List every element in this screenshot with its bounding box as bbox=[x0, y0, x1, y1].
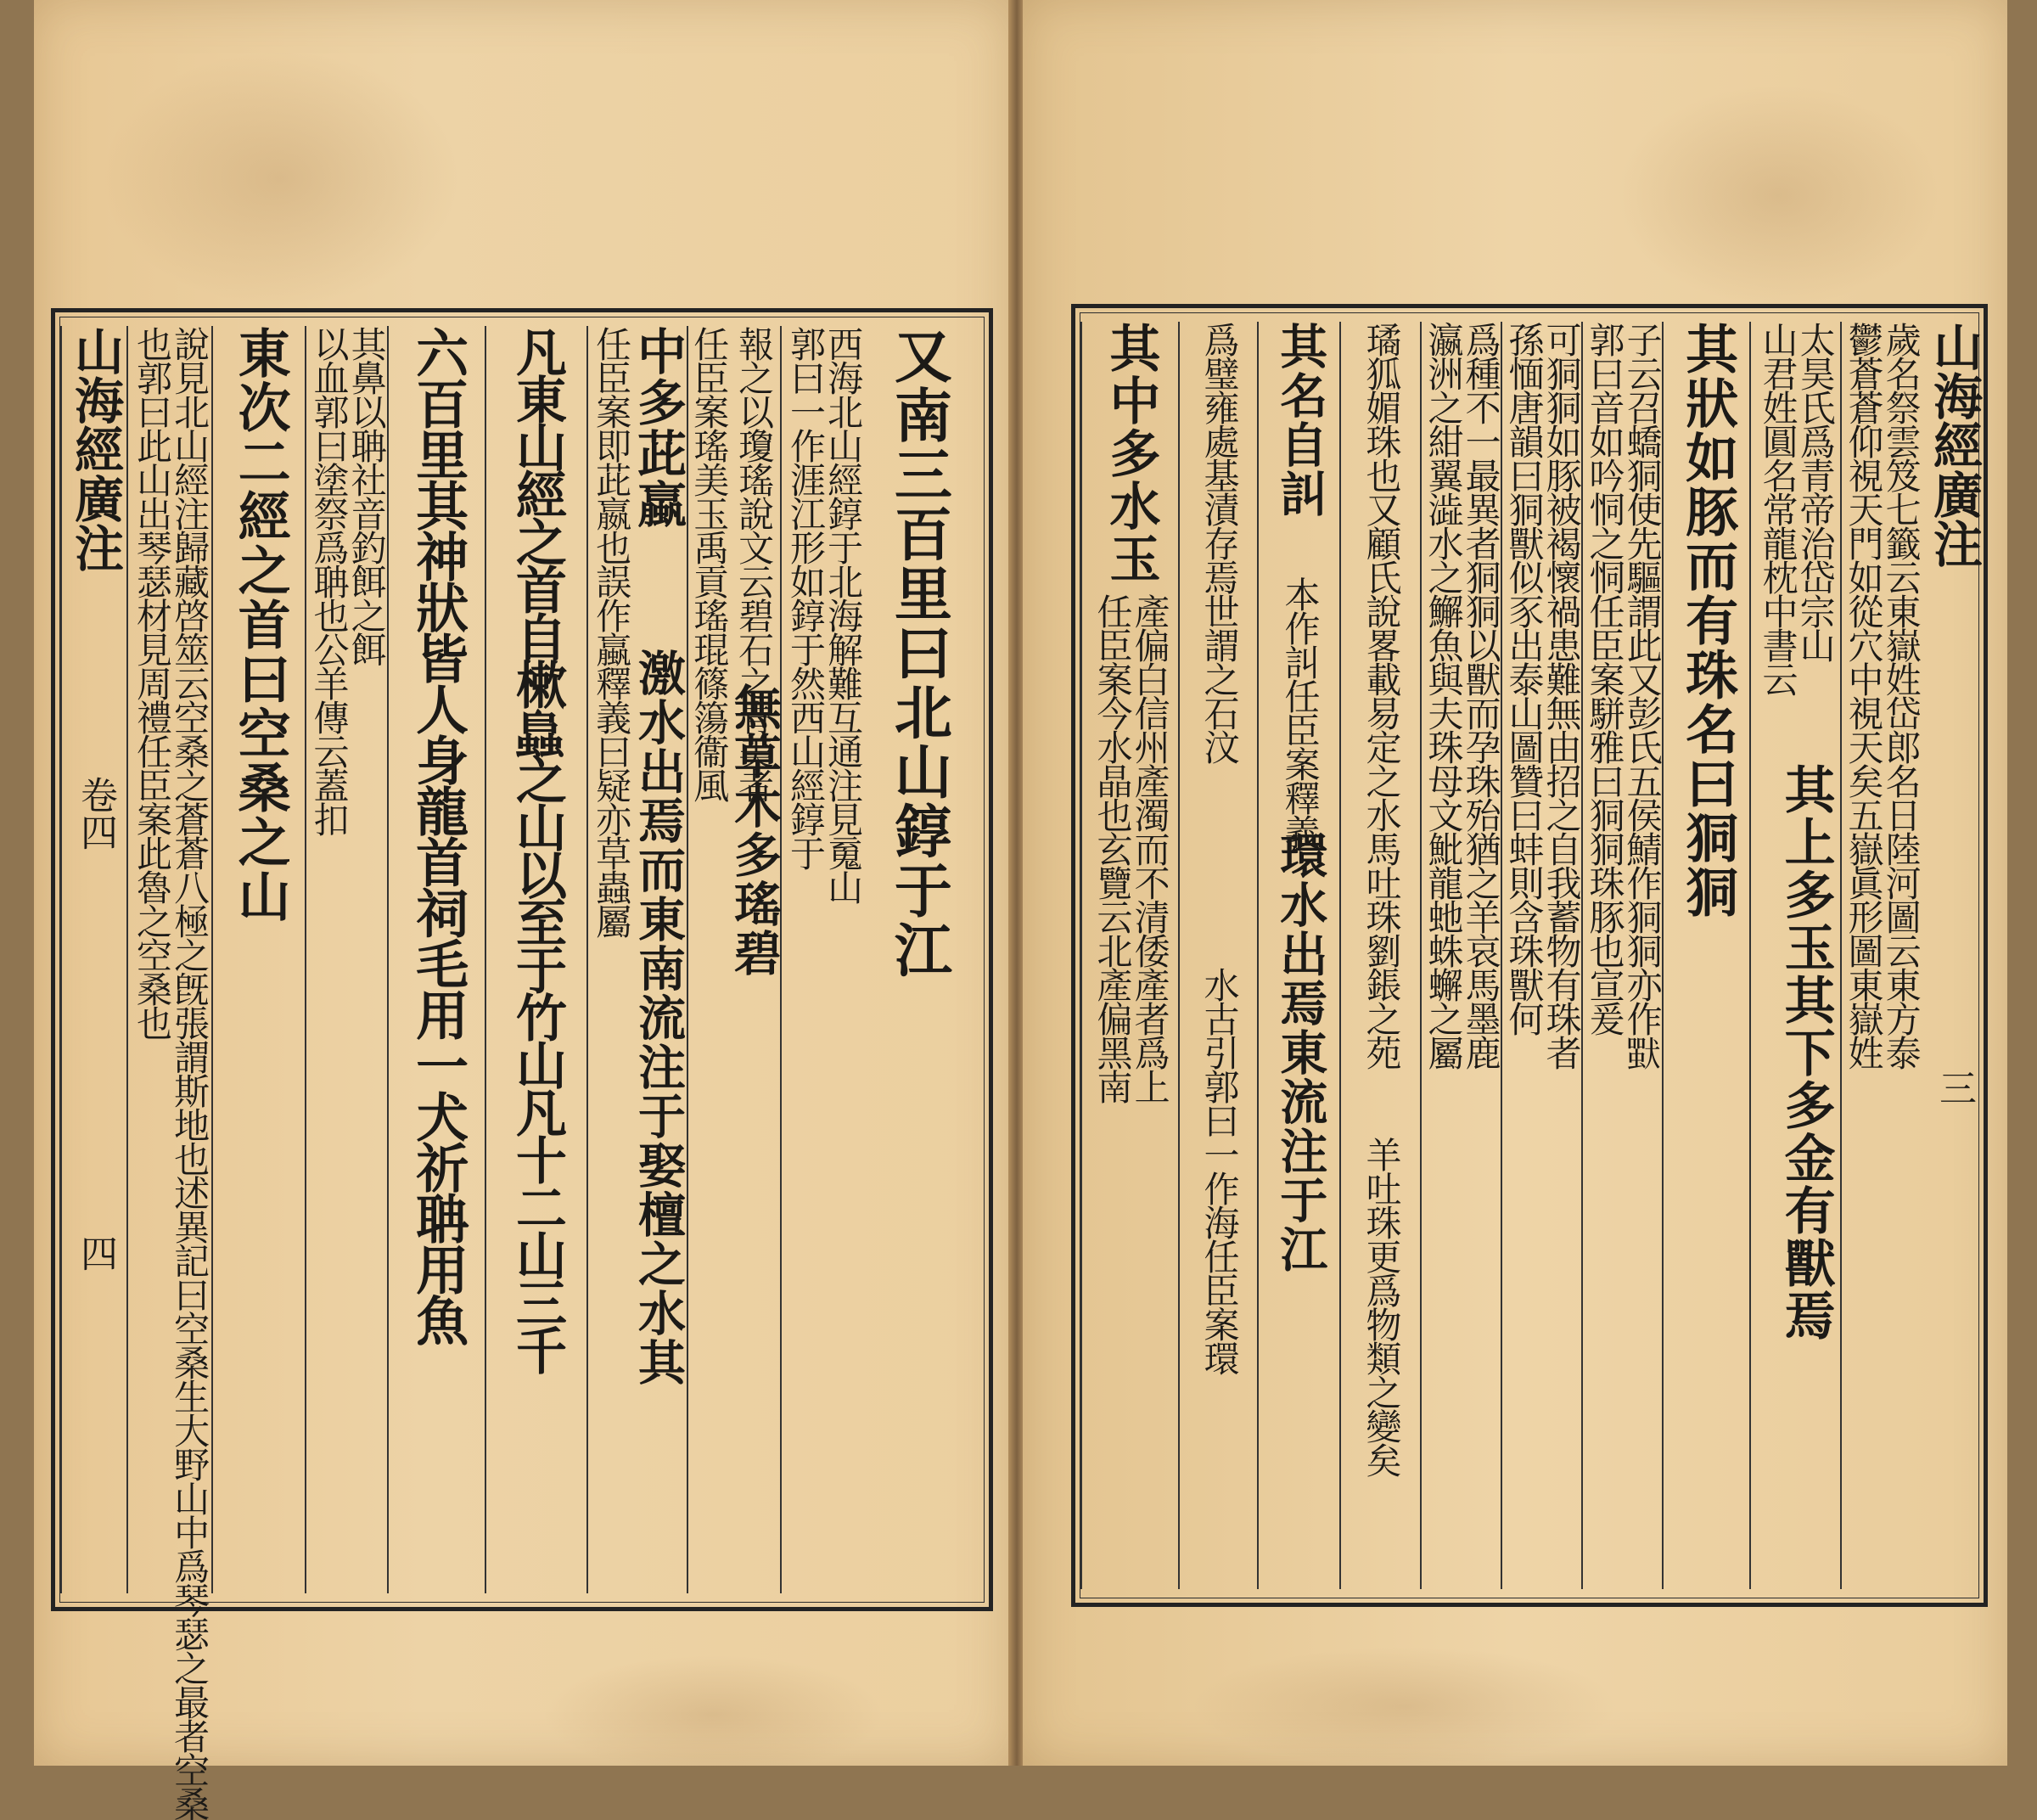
column-text: 無草木多瑤碧 bbox=[726, 682, 783, 978]
note-line-c: 任臣案瑤美玉禹貢瑤琨篠簜衞風 bbox=[688, 326, 731, 801]
note-line-b: 爲種不一最異者狪狪以獸而孕珠殆猶之羊哀馬墨鹿 bbox=[1460, 322, 1502, 1069]
column-stack bbox=[1757, 322, 1837, 763]
right-page bbox=[1023, 0, 2007, 1766]
column-text: 六百里其神狀皆人身龍首祠毛用一犬祈聃用魚 bbox=[407, 326, 469, 1345]
column-stack bbox=[1361, 1137, 1403, 1476]
volume-label: 卷四 bbox=[74, 776, 117, 851]
column-4 bbox=[586, 326, 688, 1593]
note-line-b: 產偏白信州產濁而不清倭產者爲上 bbox=[1129, 593, 1171, 1103]
right-text-frame bbox=[1071, 304, 1988, 1607]
column-5 bbox=[485, 326, 588, 1593]
note-line-b: 歲名祭雲笈七籤云東嶽姓岱郎名日陸河圖云東方泰 bbox=[1880, 322, 1922, 1069]
column-1 bbox=[1840, 322, 1922, 1589]
column-text: 又南三百里曰北山錞于江 bbox=[884, 326, 953, 980]
note-line-a: 任臣案今水晶也玄覽云北產偏黑南 bbox=[1091, 593, 1134, 1103]
note-line-a: 郭曰一作涯江形如錞于然西山經錞于 bbox=[785, 326, 827, 869]
note-line-b: 可狪狪如豚被褐懷禍患難無由招之自我蓄物有珠者 bbox=[1540, 322, 1583, 1069]
gutter-stack bbox=[1918, 322, 1989, 1589]
note-line-b: 其鼻以聃社音釣餌之餌 bbox=[345, 326, 388, 666]
column-text: 其狀如豚而有珠名曰狪狪 bbox=[1676, 322, 1739, 919]
paper-stain bbox=[1617, 85, 1939, 306]
book-title: 山海經廣注 bbox=[1925, 322, 1983, 568]
note-line-a: 水古引郭曰一作海任臣案環 bbox=[1198, 967, 1241, 1374]
column-3 bbox=[687, 326, 782, 1593]
column-stack bbox=[1361, 322, 1403, 1137]
page-number: 四 bbox=[74, 1234, 117, 1272]
note-line-a: 孫愐唐韻曰狪獸似豕出泰山圖贊曰蚌則含珠獸何 bbox=[1503, 322, 1546, 1035]
column-stack bbox=[1361, 322, 1403, 1589]
column-9 bbox=[1178, 322, 1259, 1589]
note-line-b: 西海北山經錞于北海解難互通注見䰟山 bbox=[822, 326, 865, 903]
column-stack bbox=[688, 326, 731, 1593]
column-8 bbox=[211, 326, 306, 1593]
left-text-frame bbox=[51, 308, 993, 1820]
paper-stain bbox=[1192, 1647, 1617, 1766]
note-line-b: 羊吐珠更爲物類之變矣 bbox=[1361, 1137, 1403, 1476]
note-line-a: 鬱蒼蒼仰視天門如從穴中視天矣五嶽眞形圖東嶽姓 bbox=[1843, 322, 1885, 1069]
column-1 bbox=[865, 326, 972, 1593]
column-text: 中多茈蠃 bbox=[628, 326, 687, 530]
gutter-stack bbox=[59, 326, 131, 1593]
note-line-b: 子云召蟜狪使先驅謂此又彭氏五侯鯖作狪狪亦作𤡴 bbox=[1621, 322, 1664, 1069]
column-stack bbox=[591, 326, 633, 937]
column-6 bbox=[387, 326, 486, 1593]
note-line-a: 也郭曰此山出琴瑟材見周禮任臣案此魯之空桑也 bbox=[132, 326, 173, 1039]
note-line-b: 太昊氏爲青帝治岱宗山 bbox=[1794, 322, 1837, 661]
right-frame-inner bbox=[1080, 312, 1983, 1598]
note-line-a: 瀛洲之紺翼澁水之䲒魚與夫珠母文魮龍虵蛛蠏之屬 bbox=[1423, 322, 1465, 1069]
note-line-a: 山君姓圓名常龍枕中書云 bbox=[1757, 322, 1799, 695]
column-stack bbox=[1091, 322, 1171, 1589]
column-text: 其名自訆 bbox=[1272, 322, 1329, 519]
page-number: 三 bbox=[1933, 1069, 1976, 1106]
column-4 bbox=[1581, 322, 1664, 1589]
paper-stain bbox=[543, 1655, 883, 1774]
column-2: 山君姓圓名常龍枕中書云 太昊氏爲青帝治岱宗山 其上多玉其下多金有獸焉 bbox=[1749, 322, 1842, 1589]
column-2 bbox=[780, 326, 867, 1593]
column-text: 激水出焉而東南流注于娶檀之水其 bbox=[630, 649, 687, 1387]
column-stack bbox=[591, 326, 633, 1593]
left-gutter bbox=[60, 326, 128, 1593]
column-text: 其中多水玉 bbox=[1101, 322, 1161, 585]
column-stack bbox=[1198, 322, 1241, 1589]
note-line-a: 以血郭曰塗祭爲聃也公羊傳云蓋扣 bbox=[308, 326, 351, 835]
column-stack bbox=[229, 326, 292, 1593]
column-text: 環水出焉東流注于江 bbox=[1272, 831, 1329, 1274]
note-line-a: 璚狐媚珠也又顧氏說畧載易定之水馬吐珠劉鋹之苑 bbox=[1361, 322, 1403, 1069]
column-6 bbox=[1420, 322, 1502, 1589]
left-page bbox=[34, 0, 1012, 1820]
right-gutter bbox=[1921, 322, 1987, 1589]
column-text: 東次二經之首曰空桑之山 bbox=[229, 326, 292, 924]
note-line-a: 本作訆任臣案釋義 bbox=[1279, 576, 1322, 848]
note-line-c: 任臣案即茈嬴也誤作蠃釋義曰疑亦草蟲屬 bbox=[591, 326, 633, 937]
column-3 bbox=[1662, 322, 1751, 1589]
column-7 bbox=[305, 326, 389, 1593]
column-7 bbox=[1339, 322, 1422, 1589]
column-stack bbox=[1091, 593, 1171, 1103]
column-stack bbox=[628, 326, 687, 1593]
note-line-a: 郭曰音如吟恫之恫任臣案駢雅曰狪狪珠豚也宣爰 bbox=[1584, 322, 1626, 1035]
book-title: 山海經廣注 bbox=[66, 326, 124, 572]
column-text: 凡東山經之首自樕𧒂之山以至于竹山凡十二山三千 bbox=[508, 326, 567, 1372]
note-line-b: 說見北山經注歸藏啓筮云空桑之蒼蒼八極之旣張謂斯地也述異記曰空桑生大野山中爲琴瑟之最者空桑 bbox=[169, 326, 211, 1820]
column-9 bbox=[126, 326, 213, 1820]
column-10 bbox=[1080, 322, 1180, 1589]
paper-stain bbox=[102, 51, 458, 306]
column-8 bbox=[1257, 322, 1341, 1589]
left-frame-inner bbox=[59, 317, 985, 1820]
column-5 bbox=[1501, 322, 1583, 1589]
note-line-b: 爲璧雍處基漬存焉世謂之石汶 bbox=[1198, 322, 1241, 763]
column-stack bbox=[726, 326, 783, 1593]
column-stack bbox=[1274, 322, 1327, 1589]
note-line-b: 報之以瓊瑤說文云碧石之青美者 bbox=[733, 326, 776, 801]
